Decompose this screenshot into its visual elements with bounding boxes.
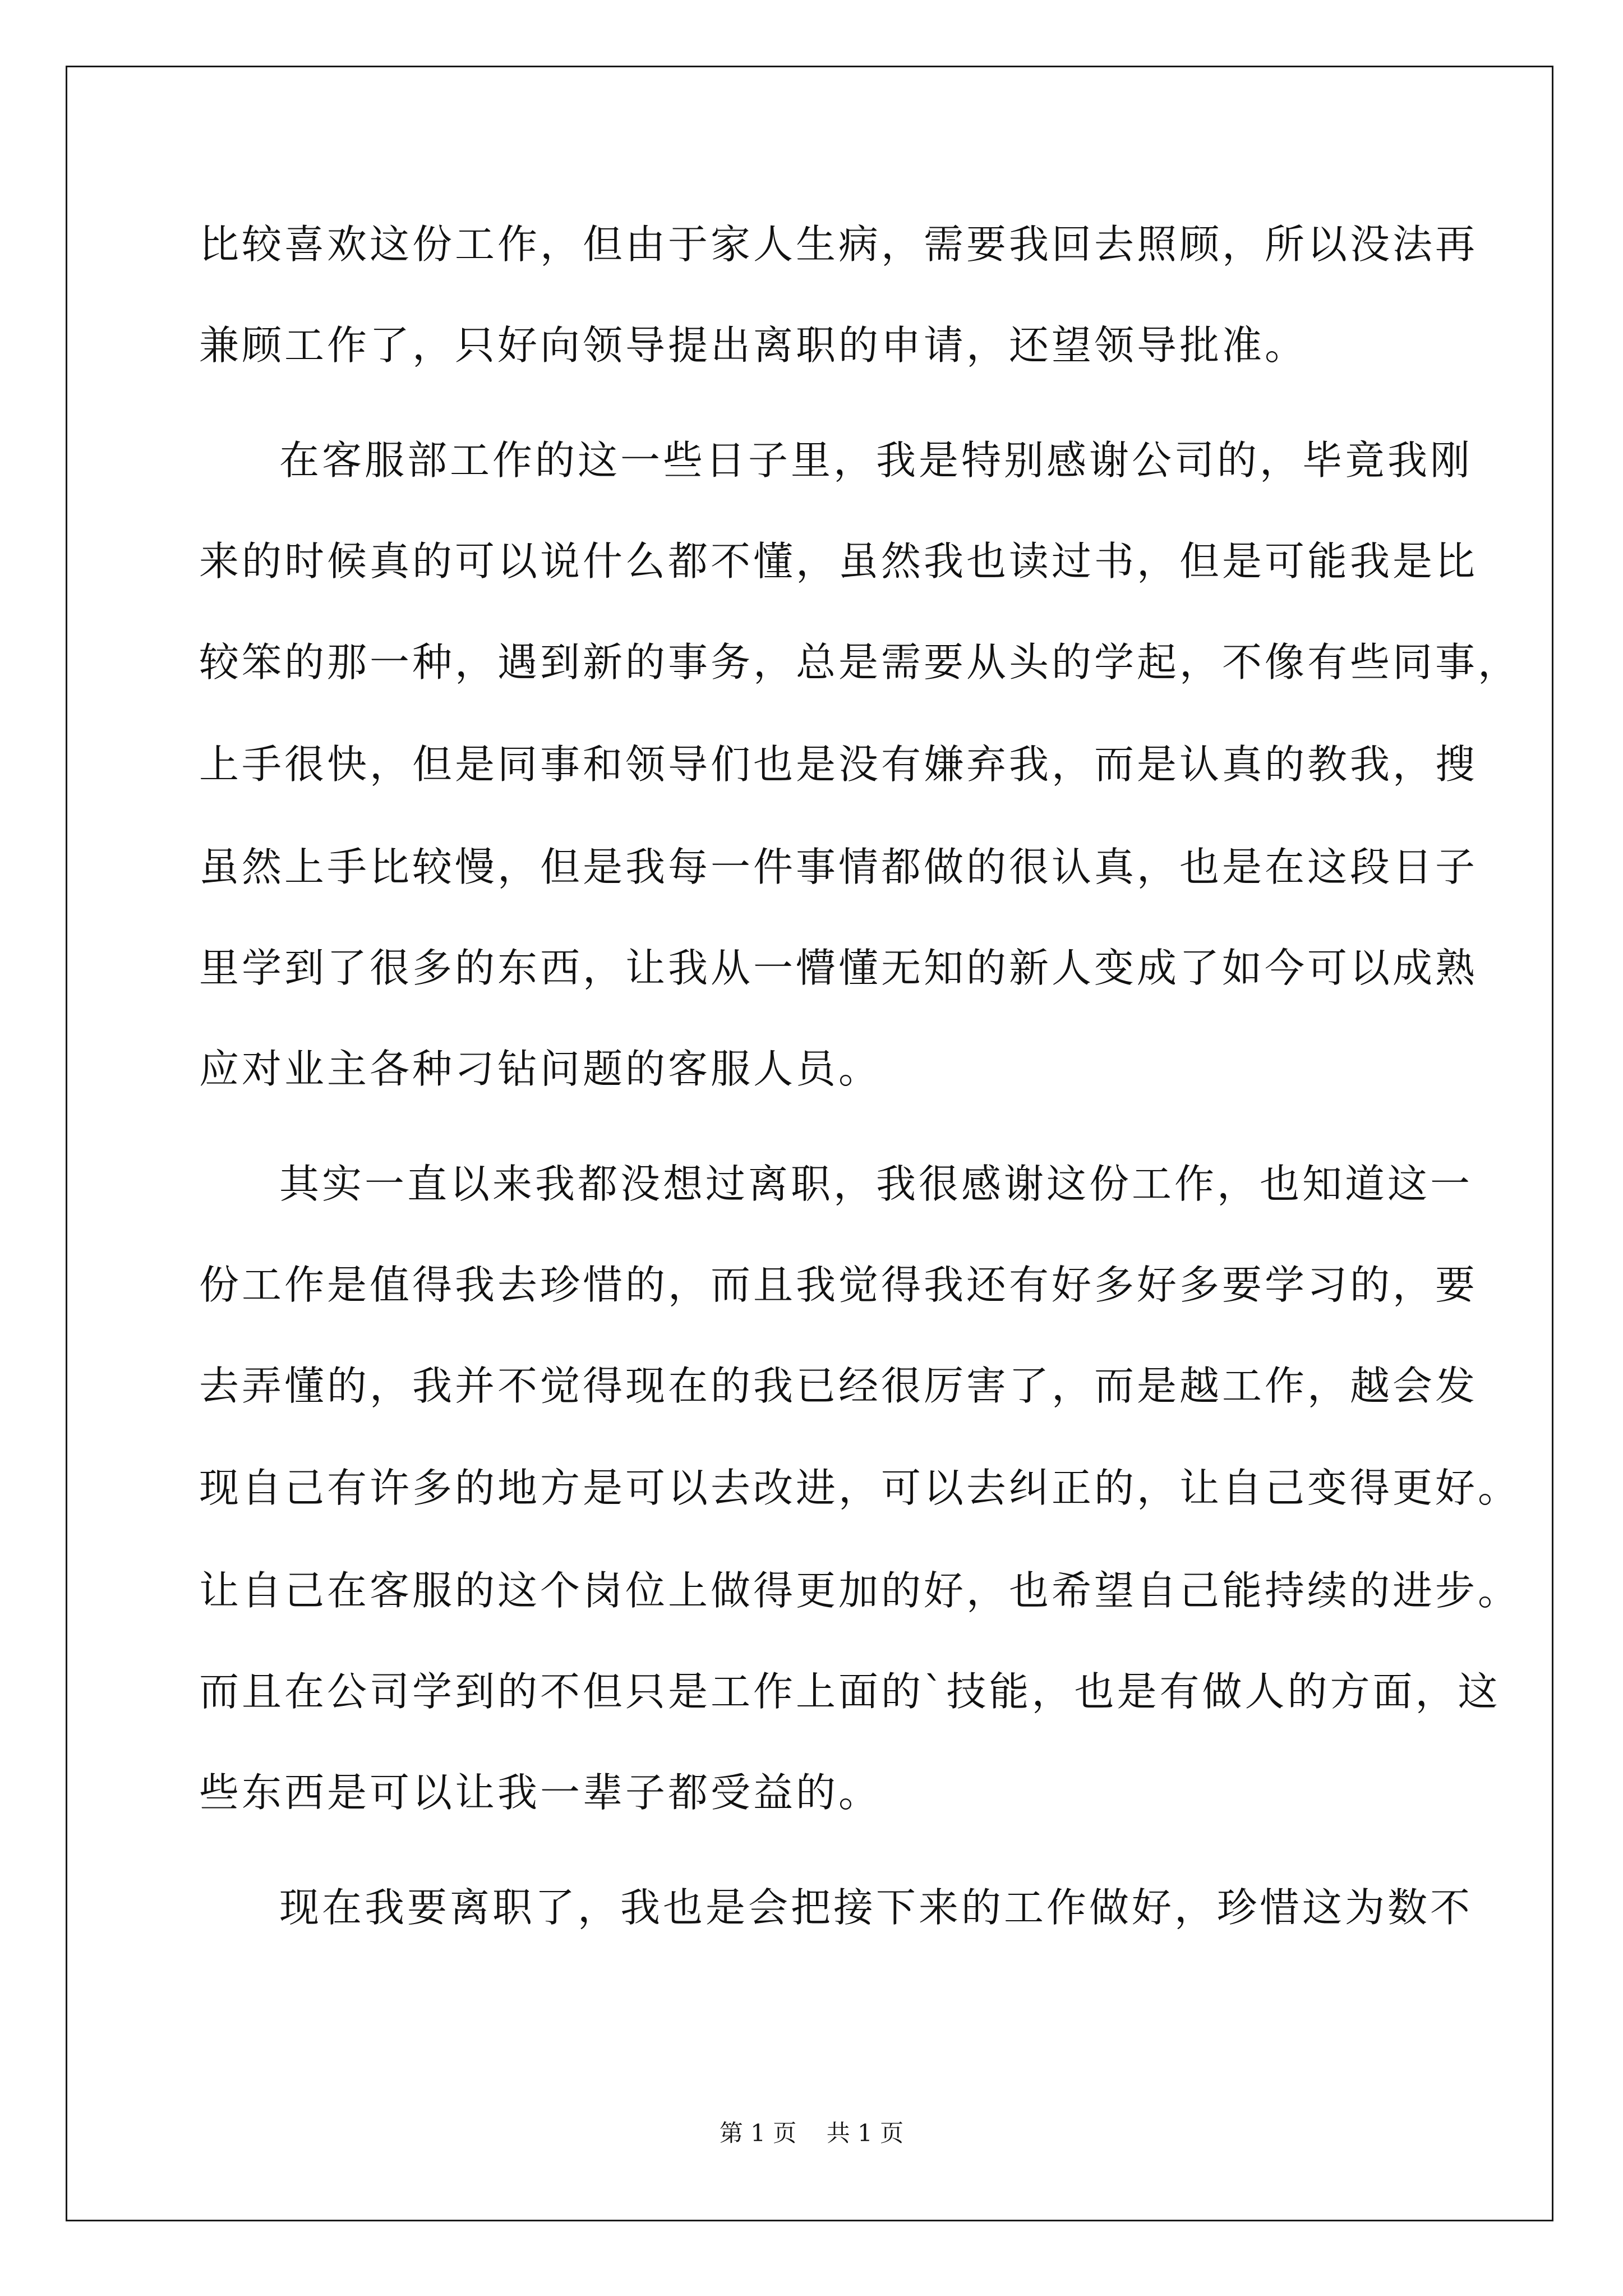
paragraph-line: 较笨的那一种，遇到新的事务，总是需要从头的学起，不像有些同事， bbox=[199, 639, 1521, 685]
paragraph-line: 应对业主各种刁钻问题的客服人员。 bbox=[199, 1046, 882, 1092]
paragraph-line: 去弄懂的，我并不觉得现在的我已经很厉害了，而是越工作，越会发 bbox=[199, 1363, 1478, 1409]
paragraph-line: 上手很快，但是同事和领导们也是没有嫌弃我，而是认真的教我，搜 bbox=[199, 741, 1478, 788]
paragraph-line: 现自己有许多的地方是可以去改进，可以去纠正的，让自己变得更好。 bbox=[199, 1465, 1521, 1511]
paragraph-line: 来的时候真的可以说什么都不懂，虽然我也读过书，但是可能我是比 bbox=[199, 538, 1478, 585]
paragraph-line: 份工作是值得我去珍惜的，而且我觉得我还有好多好多要学习的，要 bbox=[199, 1262, 1478, 1308]
paragraph-line: 而且在公司学到的不但只是工作上面的`技能，也是有做人的方面，这 bbox=[199, 1668, 1501, 1715]
paragraph-line: 其实一直以来我都没想过离职，我很感谢这份工作，也知道这一 bbox=[279, 1161, 1473, 1207]
paragraph-line: 兼顾工作了，只好向领导提出离职的申请，还望领导批准。 bbox=[199, 322, 1308, 369]
page-number-footer: 第 1 页 共 1 页 bbox=[719, 2119, 904, 2147]
paragraph-line: 比较喜欢这份工作，但由于家人生病，需要我回去照顾，所以没法再 bbox=[199, 221, 1478, 268]
paragraph-line: 在客服部工作的这一些日子里，我是特别感谢公司的，毕竟我刚 bbox=[279, 437, 1473, 484]
paragraph-line: 些东西是可以让我一辈子都受益的。 bbox=[199, 1769, 882, 1816]
paragraph-line: 让自己在客服的这个岗位上做得更加的好，也希望自己能持续的进步。 bbox=[199, 1567, 1521, 1614]
paragraph-line: 里学到了很多的东西，让我从一懵懂无知的新人变成了如今可以成熟 bbox=[199, 945, 1478, 991]
paragraph-line: 现在我要离职了，我也是会把接下来的工作做好，珍惜这为数不 bbox=[279, 1884, 1473, 1931]
paragraph-line: 虽然上手比较慢，但是我每一件事情都做的很认真，也是在这段日子 bbox=[199, 844, 1478, 890]
